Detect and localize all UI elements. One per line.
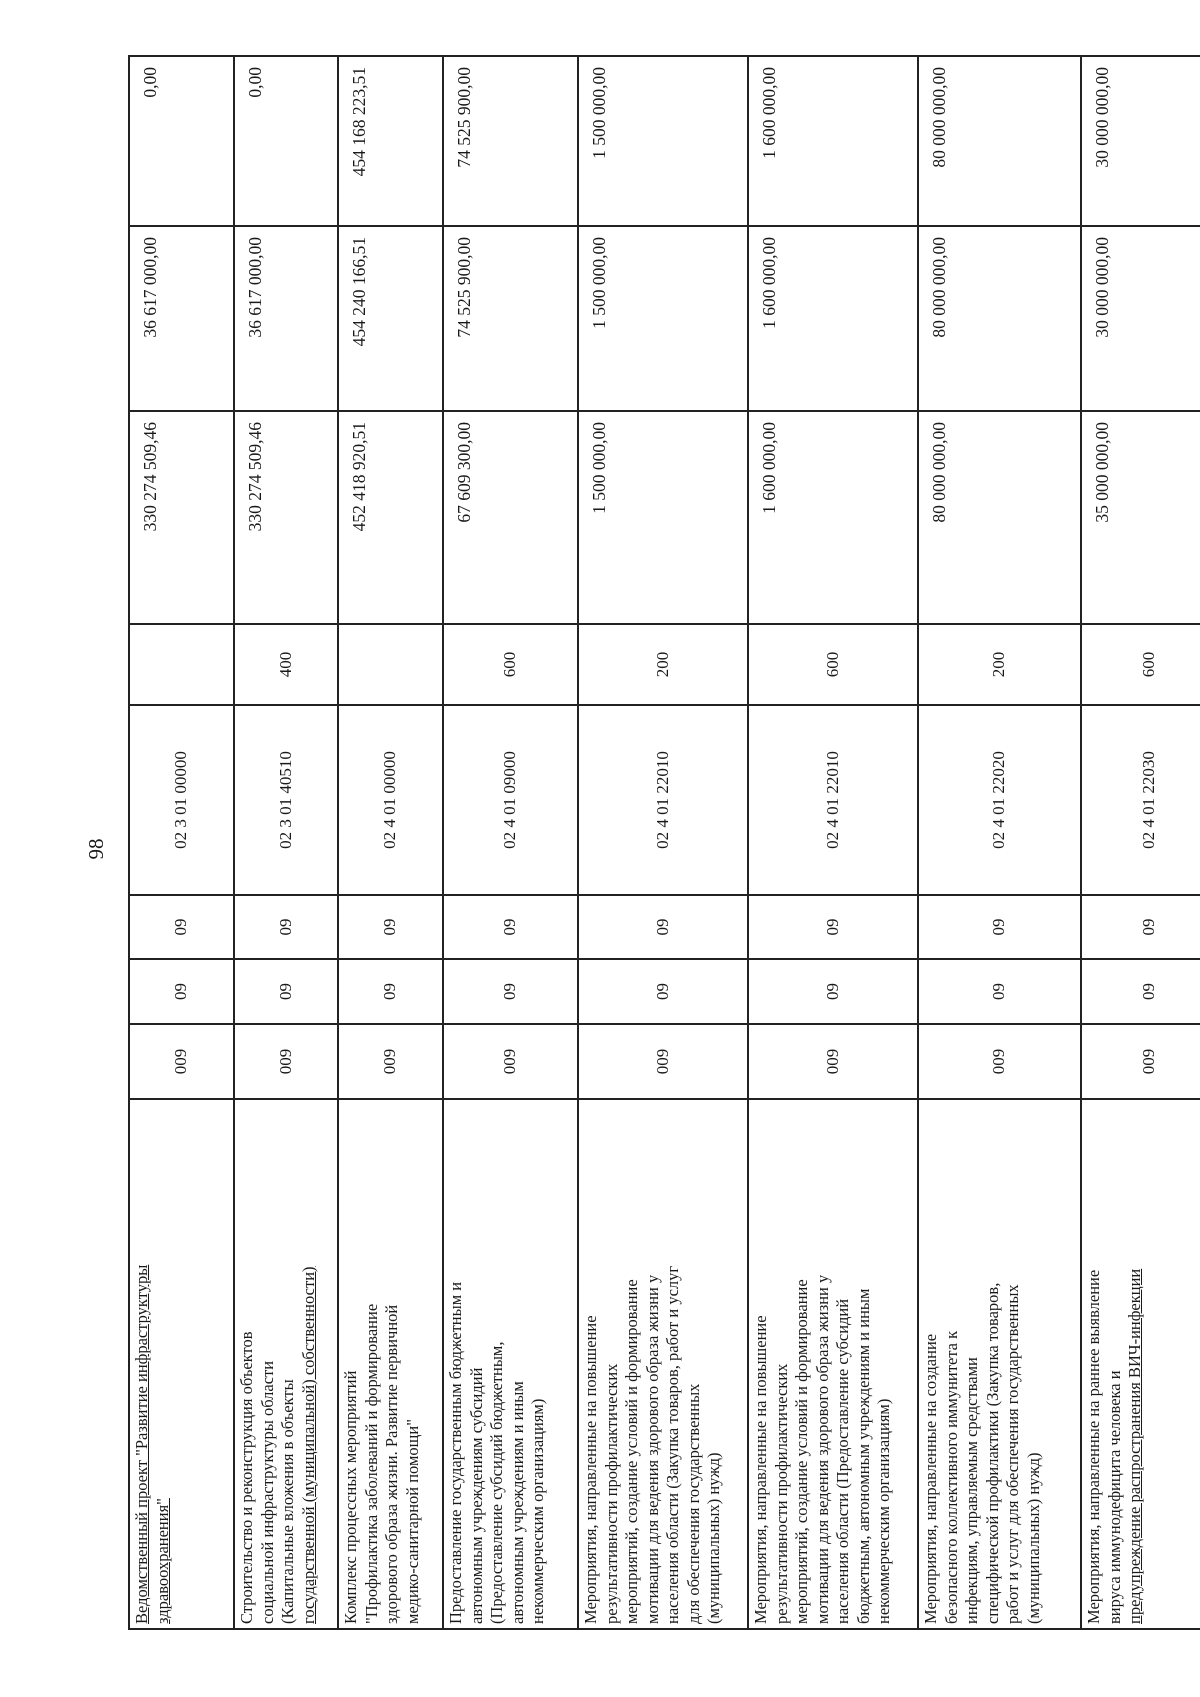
row-name-line: некоммерческим организациям): [528, 1398, 547, 1624]
row-name-line: (муниципальных) нужд): [1023, 1452, 1043, 1624]
row-name-line: населения области (Закупка товаров, работ и услуг: [663, 1265, 682, 1624]
table-row: [578, 56, 748, 1629]
expense-type-cell: 600: [1081, 624, 1200, 705]
target-article-cell: 02 4 01 00000: [338, 705, 443, 895]
amount-year3-cell: 0,00: [129, 56, 234, 226]
rotated-table-container: [128, 57, 1159, 1630]
row-name-line: государственной (муниципальной) собственности): [298, 1266, 318, 1624]
row-name-line: автономным учреждениям субсидий: [466, 1367, 486, 1624]
ministry-code-cell: 009: [578, 1024, 748, 1099]
section-code-cell: 09: [578, 959, 748, 1024]
amount-year3-cell: 74 525 900,00: [443, 56, 578, 226]
amount-year1-cell: 330 274 509,46: [129, 411, 234, 624]
amount-year1-cell: 67 609 300,00: [443, 411, 578, 624]
expense-type-cell: [129, 624, 234, 705]
row-name-line: работ и услуг для обеспечения государственных: [1003, 1284, 1022, 1624]
ministry-code-cell: 009: [338, 1024, 443, 1099]
expense-type-cell: 400: [234, 624, 338, 705]
row-name-line: автономным учреждениям и иным: [507, 1381, 527, 1624]
row-name-line: мероприятий, создание условий и формирование: [622, 1279, 641, 1624]
section-code-cell: 09: [129, 959, 234, 1024]
section-code-cell: 09: [338, 959, 443, 1024]
amount-year2-cell: 1 600 000,00: [748, 226, 918, 411]
ministry-code-cell: 009: [748, 1024, 918, 1099]
expense-type-cell: [338, 624, 443, 705]
expense-type-cell: 200: [918, 624, 1081, 705]
row-name-line: Комплекс процессных мероприятий: [341, 1370, 360, 1624]
row-name-line: Мероприятия, направленные на раннее выявление: [1084, 1269, 1103, 1624]
amount-year1-cell: 1 600 000,00: [748, 411, 918, 624]
row-name-line: здравоохранения": [152, 1498, 172, 1624]
table-row: [234, 56, 338, 1629]
expense-type-cell: 200: [578, 624, 748, 705]
target-article-cell: 02 4 01 09000: [443, 705, 578, 895]
row-name-line: (муниципальных) нужд): [704, 1452, 723, 1624]
section-code-cell: 09: [234, 959, 338, 1024]
subsection-code-cell: 09: [1081, 895, 1200, 959]
subsection-code-cell: 09: [748, 895, 918, 959]
section-code-cell: 09: [748, 959, 918, 1024]
target-article-cell: 02 3 01 00000: [129, 705, 234, 895]
subsection-code-cell: 09: [443, 895, 578, 959]
expense-type-cell: 600: [443, 624, 578, 705]
row-name-line: мотивации для ведения здорового образа жизни у: [642, 1274, 662, 1624]
row-name-line: результативности профилактических: [771, 1363, 791, 1624]
table-body: [129, 56, 1200, 1629]
row-name-line: социальной инфраструктуры области: [257, 1360, 277, 1624]
page-number: 98: [84, 838, 108, 860]
subsection-code-cell: 09: [234, 895, 338, 959]
amount-year3-cell: 1 600 000,00: [748, 56, 918, 226]
row-name-line: Строительство и реконструкция объектов: [237, 1331, 256, 1624]
row-name-line: Мероприятия, направленные на повышение: [581, 1315, 600, 1624]
row-name-line: результативности профилактических: [601, 1363, 621, 1624]
amount-year3-cell: 1 500 000,00: [578, 56, 748, 226]
row-name-line: мотивации для ведения здорового образа жизни у: [812, 1274, 832, 1624]
amount-year2-cell: 36 617 000,00: [129, 226, 234, 411]
row-name-line: "Профилактика заболеваний и формирование: [361, 1303, 381, 1624]
table-row: [1081, 56, 1200, 1629]
row-name-cell: [234, 1099, 338, 1629]
row-name-line: медико-санитарной помощи": [402, 1419, 422, 1624]
table-row: [443, 56, 578, 1629]
target-article-cell: 02 4 01 22010: [748, 705, 918, 895]
ministry-code-cell: 009: [443, 1024, 578, 1099]
row-name-line: Предоставление государственным бюджетным и: [446, 1281, 465, 1624]
amount-year2-cell: 30 000 000,00: [1081, 226, 1200, 411]
row-name-cell: [578, 1099, 748, 1629]
row-name-line: здорового образа жизни. Развитие первичной: [382, 1304, 401, 1624]
section-code-cell: 09: [1081, 959, 1200, 1024]
table-row: [918, 56, 1081, 1629]
row-name-cell: [1081, 1099, 1200, 1629]
row-name-line: инфекциям, управляемым средствами: [962, 1357, 981, 1624]
row-name-line: Мероприятия, направленные на создание: [921, 1333, 940, 1624]
row-name-line: бюджетным, автономным учреждениям и иным: [853, 1288, 873, 1624]
subsection-code-cell: 09: [918, 895, 1081, 959]
row-name-line: (Капитальные вложения в объекты: [278, 1379, 297, 1624]
amount-year1-cell: 452 418 920,51: [338, 411, 443, 624]
amount-year2-cell: 80 000 000,00: [918, 226, 1081, 411]
amount-year3-cell: 0,00: [234, 56, 338, 226]
ministry-code-cell: 009: [1081, 1024, 1200, 1099]
row-name-line: населения области (Предоставление субсидий: [833, 1298, 852, 1624]
row-name-cell: [338, 1099, 443, 1629]
table-row: [748, 56, 918, 1629]
row-name-cell: [129, 1099, 234, 1629]
amount-year1-cell: 1 500 000,00: [578, 411, 748, 624]
subsection-code-cell: 09: [338, 895, 443, 959]
row-name-cell: [748, 1099, 918, 1629]
ministry-code-cell: 009: [129, 1024, 234, 1099]
amount-year3-cell: 30 000 000,00: [1081, 56, 1200, 226]
subsection-code-cell: 09: [129, 895, 234, 959]
row-name-cell: [918, 1099, 1081, 1629]
row-name-line: Ведомственный проект "Развитие инфраструктуры: [132, 1264, 151, 1624]
table-row: [338, 56, 443, 1629]
row-name-line: Мероприятия, направленные на повышение: [751, 1315, 770, 1624]
amount-year2-cell: 454 240 166,51: [338, 226, 443, 411]
section-code-cell: 09: [918, 959, 1081, 1024]
row-name-line: некоммерческим организациям): [874, 1398, 893, 1624]
expense-type-cell: 600: [748, 624, 918, 705]
amount-year2-cell: 74 525 900,00: [443, 226, 578, 411]
target-article-cell: 02 4 01 22030: [1081, 705, 1200, 895]
amount-year1-cell: 330 274 509,46: [234, 411, 338, 624]
row-name-line: предупреждение распространения ВИЧ-инфекции: [1125, 1268, 1144, 1624]
section-code-cell: 09: [443, 959, 578, 1024]
amount-year1-cell: 35 000 000,00: [1081, 411, 1200, 624]
row-name-line: вируса иммунодефицита человека и: [1104, 1370, 1124, 1624]
row-name-line: безопасного коллективного иммунитета к: [941, 1330, 961, 1624]
target-article-cell: 02 4 01 22020: [918, 705, 1081, 895]
subsection-code-cell: 09: [578, 895, 748, 959]
row-name-cell: [443, 1099, 578, 1629]
ministry-code-cell: 009: [234, 1024, 338, 1099]
budget-table: [128, 55, 1200, 1630]
row-name-line: для обеспечения государственных: [683, 1383, 703, 1624]
amount-year2-cell: 1 500 000,00: [578, 226, 748, 411]
ministry-code-cell: 009: [918, 1024, 1081, 1099]
table-row: [129, 56, 234, 1629]
row-name-line: специфической профилактики (Закупка товаров,: [982, 1282, 1002, 1624]
row-name-line: мероприятий, создание условий и формирование: [792, 1279, 811, 1624]
amount-year3-cell: 454 168 223,51: [338, 56, 443, 226]
amount-year1-cell: 80 000 000,00: [918, 411, 1081, 624]
target-article-cell: 02 4 01 22010: [578, 705, 748, 895]
target-article-cell: 02 3 01 40510: [234, 705, 338, 895]
amount-year3-cell: 80 000 000,00: [918, 56, 1081, 226]
amount-year2-cell: 36 617 000,00: [234, 226, 338, 411]
row-name-line: (Предоставление субсидий бюджетным,: [487, 1341, 506, 1624]
